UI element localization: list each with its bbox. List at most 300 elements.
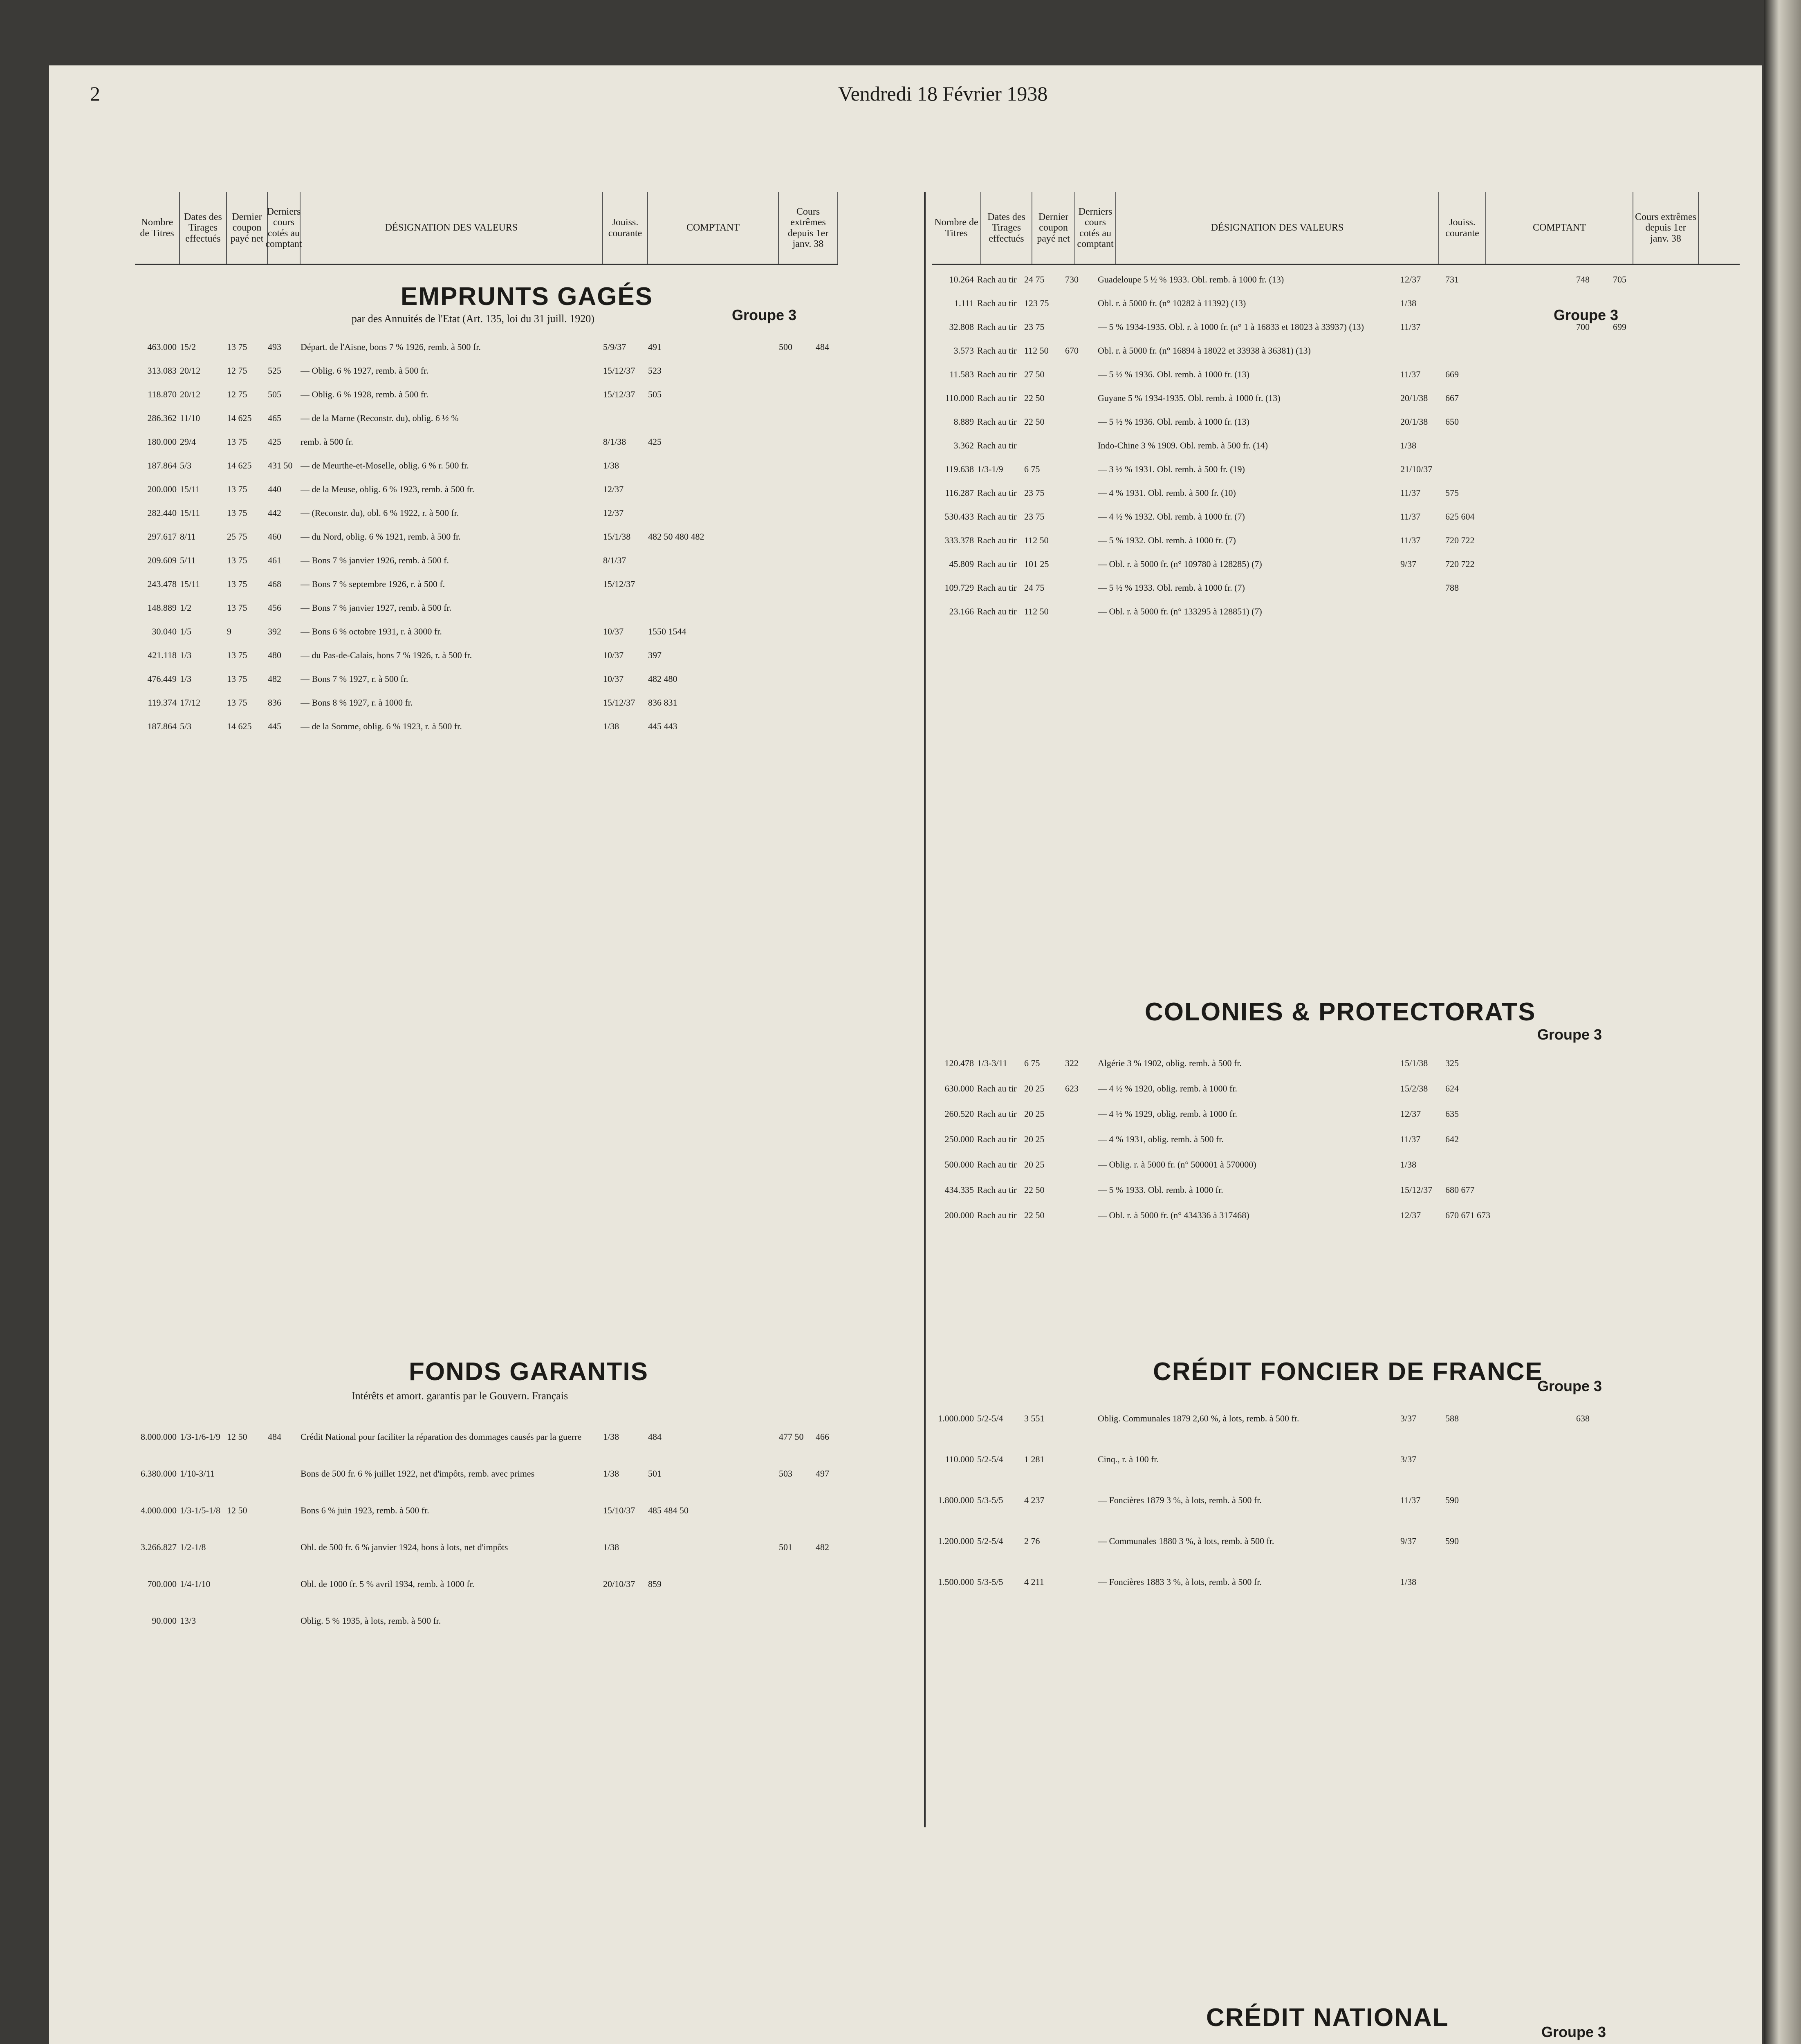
cell-d: Rach au tir — [977, 606, 1017, 616]
cell-des: Obl. de 1000 fr. 5 % avril 1934, remb. à 1000 fr. — [301, 1579, 475, 1589]
cell-n: 500.000 — [944, 1159, 974, 1170]
cell-n: 630.000 — [944, 1083, 974, 1094]
cell-cp: 23 75 — [1024, 322, 1045, 332]
table-row — [932, 1152, 1650, 1177]
col-cours-extremes: Cours extrêmes depuis 1er janv. 38 — [779, 192, 838, 264]
section-title-credit-national: CRÉDIT NATIONAL — [1206, 2004, 1449, 2032]
cell-c: 1550 1544 — [648, 626, 686, 637]
cell-j: 12/37 — [603, 508, 624, 518]
cell-cp: 14 625 — [227, 721, 252, 731]
cell-d: Rach au tir — [977, 345, 1017, 356]
cell-d: Rach au tir — [977, 393, 1017, 403]
cell-n: 4.000.000 — [141, 1505, 177, 1515]
table-row — [135, 1455, 852, 1492]
col-dates-tirages-right: Dates des Tirages effectués — [981, 192, 1032, 264]
table-row — [932, 1521, 1650, 1562]
cell-d: Rach au tir — [977, 417, 1017, 427]
cell-c: 731 — [1445, 274, 1459, 285]
cell-des: — Communales 1880 3 %, à lots, remb. à 500 fr. — [1098, 1536, 1274, 1546]
cell-des: — Obl. r. à 5000 fr. (n° 109780 à 128285) (7) — [1098, 559, 1262, 569]
cell-co: 431 50 — [268, 460, 293, 471]
cell-des: — 5 ½ % 1936. Obl. remb. à 1000 fr. (13) — [1098, 369, 1249, 379]
cell-c: 484 — [648, 1432, 662, 1442]
cell-c: 625 604 — [1445, 511, 1475, 522]
cell-n: 243.478 — [147, 579, 177, 589]
cell-n: 260.520 — [944, 1109, 974, 1119]
cell-des: — Oblig. 6 % 1927, remb. à 500 fr. — [301, 365, 428, 376]
table-row — [932, 576, 1650, 600]
cell-j: 9/37 — [1400, 1536, 1417, 1546]
cell-d: 15/11 — [180, 579, 200, 589]
cell-h: 638 — [1576, 1413, 1590, 1423]
cell-j: 15/1/38 — [603, 531, 631, 542]
cell-cp: 123 75 — [1024, 298, 1049, 308]
cell-cp: 20 25 — [1024, 1159, 1045, 1170]
cell-cp: 22 50 — [1024, 417, 1045, 427]
groupe-label-credit-national: Groupe 3 — [1541, 2024, 1606, 2040]
cell-c: 482 480 — [648, 674, 677, 684]
cell-cp: 6 75 — [1024, 464, 1040, 474]
table-row — [932, 457, 1650, 481]
cell-d: 11/10 — [180, 413, 200, 423]
cell-co: 730 — [1065, 274, 1079, 285]
cell-j: 1/38 — [603, 460, 619, 471]
cell-des: — Bons 7 % janvier 1926, remb. à 500 f. — [301, 555, 449, 565]
col-designation-right: DÉSIGNATION DES VALEURS — [1116, 192, 1439, 264]
cell-d: Rach au tir — [977, 1109, 1017, 1119]
cell-j: 1/38 — [603, 1468, 619, 1479]
cell-cp: 22 50 — [1024, 393, 1045, 403]
cell-c: 523 — [648, 365, 662, 376]
cell-des: — Oblig. 6 % 1928, remb. à 500 fr. — [301, 389, 428, 399]
table-row — [135, 1602, 852, 1639]
cell-cp: 112 50 — [1024, 345, 1049, 356]
cell-n: 120.478 — [944, 1058, 974, 1068]
cell-d: Rach au tir — [977, 440, 1017, 450]
cell-j: 9/37 — [1400, 559, 1417, 569]
cell-des: — Bons 7 % septembre 1926, r. à 500 f. — [301, 579, 445, 589]
cell-n: 476.449 — [147, 674, 177, 684]
cell-cp: 12 75 — [227, 389, 247, 399]
cell-des: — (Reconstr. du), obl. 6 % 1922, r. à 500 fr. — [301, 508, 459, 518]
cell-j: 12/37 — [1400, 1210, 1421, 1220]
cell-des: — Bons 8 % 1927, r. à 1000 fr. — [301, 697, 413, 708]
cell-j: 15/12/37 — [603, 697, 635, 708]
cell-n: 200.000 — [944, 1210, 974, 1220]
table-row — [932, 268, 1650, 291]
cell-n: 109.729 — [944, 583, 974, 593]
cell-d: 5/3 — [180, 721, 192, 731]
cell-j: 20/1/38 — [1400, 417, 1428, 427]
cell-co: 322 — [1065, 1058, 1079, 1068]
cell-j: 15/10/37 — [603, 1505, 635, 1515]
cell-n: 119.638 — [945, 464, 974, 474]
cell-b: 482 — [816, 1542, 829, 1552]
cell-des: — Bons 6 % octobre 1931, r. à 3000 fr. — [301, 626, 442, 637]
cell-j: 8/1/38 — [603, 437, 626, 447]
cell-d: 1/3 — [180, 650, 192, 660]
cell-d: Rach au tir — [977, 274, 1017, 285]
cell-des: — Bons 7 % 1927, r. à 500 fr. — [301, 674, 408, 684]
cell-c: 669 — [1445, 369, 1459, 379]
cell-j: 1/38 — [603, 721, 619, 731]
cell-d: 1/3-1/6-1/9 — [180, 1432, 220, 1442]
groupe-label-colonies: Groupe 3 — [1537, 1026, 1602, 1043]
cell-n: 148.889 — [147, 603, 177, 613]
cell-cp: 27 50 — [1024, 369, 1045, 379]
cell-d: 5/11 — [180, 555, 196, 565]
cell-d: 13/3 — [180, 1616, 196, 1626]
col-comptant-right: COMPTANT — [1486, 192, 1633, 264]
cell-cp: 13 75 — [227, 697, 247, 708]
cell-n: 187.864 — [147, 460, 177, 471]
table-row — [135, 525, 852, 549]
table-row — [135, 501, 852, 525]
table-row — [932, 1398, 1650, 1439]
cell-j: 11/37 — [1400, 1134, 1421, 1144]
table-row — [932, 1101, 1650, 1127]
cell-j: 15/12/37 — [603, 365, 635, 376]
cell-c: 397 — [648, 650, 662, 660]
table-row — [932, 434, 1650, 457]
cell-j: 20/10/37 — [603, 1579, 635, 1589]
table-row — [932, 1076, 1650, 1101]
cell-c: 590 — [1445, 1495, 1459, 1505]
cell-c: 650 — [1445, 417, 1459, 427]
table-row — [932, 1127, 1650, 1152]
table-row — [135, 691, 852, 715]
table-row — [135, 667, 852, 691]
cell-j: 11/37 — [1400, 1495, 1421, 1505]
cell-c: 642 — [1445, 1134, 1459, 1144]
cell-des: Indo-Chine 3 % 1909. Obl. remb. à 500 fr. (14) — [1098, 440, 1268, 450]
table-row — [932, 1203, 1650, 1228]
cell-j: 12/37 — [603, 484, 624, 494]
cell-c: 325 — [1445, 1058, 1459, 1068]
cell-n: 116.287 — [945, 488, 974, 498]
cell-co: 445 — [268, 721, 281, 731]
cell-d: Rach au tir — [977, 1185, 1017, 1195]
cell-des: — du Nord, oblig. 6 % 1921, remb. à 500 fr. — [301, 531, 461, 542]
cell-d: 8/11 — [180, 531, 196, 542]
cell-d: 29/4 — [180, 437, 196, 447]
cell-des: — 4 ½ % 1932. Obl. remb. à 1000 fr. (7) — [1098, 511, 1245, 522]
cell-co: 484 — [268, 1432, 281, 1442]
cell-cp: 13 75 — [227, 674, 247, 684]
cell-des: Obl. r. à 5000 fr. (n° 16894 à 18022 et 33938 à 36381) (13) — [1098, 345, 1311, 356]
col-derniers-cours-right: Derniers cours cotés au comptant — [1075, 192, 1116, 264]
cell-j: 11/37 — [1400, 511, 1421, 522]
cell-d: 1/4-1/10 — [180, 1579, 211, 1589]
table-row — [135, 549, 852, 572]
cell-c: 482 50 480 482 — [648, 531, 704, 542]
cell-cp: 13 75 — [227, 484, 247, 494]
cell-j: 11/37 — [1400, 535, 1421, 545]
table-row — [135, 1529, 852, 1566]
table-row — [135, 335, 852, 359]
cell-j: 3/37 — [1400, 1454, 1417, 1464]
table-row — [135, 1566, 852, 1602]
col-dates-tirages: Dates des Tirages effectués — [180, 192, 227, 264]
cell-n: 118.870 — [148, 389, 177, 399]
cell-j: 1/38 — [1400, 1159, 1417, 1170]
cell-des: Départ. de l'Aisne, bons 7 % 1926, remb. à 500 fr. — [301, 342, 481, 352]
cell-h: 500 — [779, 342, 792, 352]
cell-d: 5/3 — [180, 460, 192, 471]
table-row — [932, 1051, 1650, 1076]
cell-cp: 1 281 — [1024, 1454, 1045, 1464]
cell-j: 1/38 — [603, 1432, 619, 1442]
cell-c: 635 — [1445, 1109, 1459, 1119]
cell-cp: 14 625 — [227, 460, 252, 471]
table-row — [932, 339, 1650, 363]
cell-co: 461 — [268, 555, 281, 565]
cell-j: 15/12/37 — [603, 579, 635, 589]
cell-des: — Obl. r. à 5000 fr. (n° 133295 à 128851) (7) — [1098, 606, 1262, 616]
cell-d: 5/3-5/5 — [977, 1495, 1003, 1505]
cell-cp: 112 50 — [1024, 606, 1049, 616]
table-row — [932, 363, 1650, 386]
cell-cp: 13 75 — [227, 603, 247, 613]
cell-j: 21/10/37 — [1400, 464, 1433, 474]
cell-d: 20/12 — [180, 389, 201, 399]
cell-n: 3.362 — [953, 440, 974, 450]
table-row — [932, 505, 1650, 529]
cell-cp: 14 625 — [227, 413, 252, 423]
cell-n: 1.500.000 — [938, 1577, 974, 1587]
cell-c: 575 — [1445, 488, 1459, 498]
cell-cp: 13 75 — [227, 650, 247, 660]
cell-c: 859 — [648, 1579, 662, 1589]
col-jouiss-right: Jouiss. courante — [1439, 192, 1486, 264]
cell-n: 90.000 — [152, 1616, 177, 1626]
cell-d: 1/5 — [180, 626, 192, 637]
table-row — [135, 1419, 852, 1455]
cell-n: 8.889 — [953, 417, 974, 427]
table-row — [135, 430, 852, 454]
cell-d: Rach au tir — [977, 535, 1017, 545]
cell-des: Oblig. Communales 1879 2,60 %, à lots, remb. à 500 fr. — [1098, 1413, 1299, 1423]
cell-j: 8/1/37 — [603, 555, 626, 565]
cell-n: 200.000 — [147, 484, 177, 494]
table-row — [932, 410, 1650, 434]
cell-d: 1/3-1/9 — [977, 464, 1003, 474]
section-title-fonds: FONDS GARANTIS — [409, 1358, 648, 1386]
cell-d: 17/12 — [180, 697, 201, 708]
cell-des: — de Meurthe-et-Moselle, oblig. 6 % r. 500 fr. — [301, 460, 469, 471]
cell-n: 1.200.000 — [938, 1536, 974, 1546]
cell-d: Rach au tir — [977, 1083, 1017, 1094]
table-row — [932, 552, 1650, 576]
cell-cp: 12 50 — [227, 1432, 247, 1442]
cell-des: Bons 6 % juin 1923, remb. à 500 fr. — [301, 1505, 429, 1515]
cell-des: — 5 ½ % 1933. Obl. remb. à 1000 fr. (7) — [1098, 583, 1245, 593]
cell-b: 705 — [1613, 274, 1626, 285]
cell-d: 1/3-1/5-1/8 — [180, 1505, 220, 1515]
cell-cp: 13 75 — [227, 579, 247, 589]
cell-des: — du Pas-de-Calais, bons 7 % 1926, r. à 500 fr. — [301, 650, 472, 660]
cell-c: 667 — [1445, 393, 1459, 403]
cell-n: 313.083 — [147, 365, 177, 376]
col-designation: DÉSIGNATION DES VALEURS — [301, 192, 603, 264]
cell-d: 15/11 — [180, 484, 200, 494]
cell-n: 110.000 — [945, 393, 974, 403]
cell-cp: 20 25 — [1024, 1083, 1045, 1094]
cell-b: 466 — [816, 1432, 829, 1442]
section-title-credit-foncier: CRÉDIT FONCIER DE FRANCE — [1153, 1358, 1543, 1386]
cell-des: — 4 % 1931. Obl. remb. à 500 fr. (10) — [1098, 488, 1236, 498]
cell-n: 3.266.827 — [141, 1542, 177, 1552]
cell-d: 15/11 — [180, 508, 200, 518]
groupe-label-left: Groupe 3 — [732, 307, 797, 323]
cell-cp: 23 75 — [1024, 488, 1045, 498]
cell-des: — Obl. r. à 5000 fr. (n° 434336 à 317468) — [1098, 1210, 1249, 1220]
col-nombre-titres: Nombre de Titres — [135, 192, 180, 264]
cell-des: — 3 ½ % 1931. Obl. remb. à 500 fr. (19) — [1098, 464, 1245, 474]
col-jouiss: Jouiss. courante — [603, 192, 648, 264]
cell-cp: 4 237 — [1024, 1495, 1045, 1505]
cell-co: 468 — [268, 579, 281, 589]
cell-des: — Foncières 1883 3 %, à lots, remb. à 500 fr. — [1098, 1577, 1262, 1587]
cell-j: 10/37 — [603, 626, 624, 637]
cell-cp: 3 551 — [1024, 1413, 1045, 1423]
cell-co: 482 — [268, 674, 281, 684]
cell-cp: 24 75 — [1024, 583, 1045, 593]
cell-b: 699 — [1613, 322, 1626, 332]
cell-d: Rach au tir — [977, 1210, 1017, 1220]
cell-d: 5/2-5/4 — [977, 1413, 1003, 1423]
cell-cp: 6 75 — [1024, 1058, 1040, 1068]
cell-d: 5/2-5/4 — [977, 1536, 1003, 1546]
cell-d: Rach au tir — [977, 298, 1017, 308]
cell-n: 8.000.000 — [141, 1432, 177, 1442]
cell-d: 5/2-5/4 — [977, 1454, 1003, 1464]
table-row — [135, 406, 852, 430]
cell-n: 1.000.000 — [938, 1413, 974, 1423]
cell-d: 1/3 — [180, 674, 192, 684]
colonies-table-body — [932, 1051, 1650, 1228]
section-subtitle-fonds: Intérêts et amort. garantis par le Gouvern. Français — [352, 1390, 568, 1402]
cell-n: 23.166 — [949, 606, 974, 616]
cell-cp: 101 25 — [1024, 559, 1049, 569]
cell-j: 11/37 — [1400, 322, 1421, 332]
cell-co: 480 — [268, 650, 281, 660]
cell-c: 836 831 — [648, 697, 677, 708]
table-row — [932, 315, 1650, 339]
cell-j: 1/38 — [603, 1542, 619, 1552]
cell-j: 3/37 — [1400, 1413, 1417, 1423]
cell-d: 1/10-3/11 — [180, 1468, 215, 1479]
cell-c: 485 484 50 — [648, 1505, 689, 1515]
cell-cp: 22 50 — [1024, 1210, 1045, 1220]
cell-d: Rach au tir — [977, 488, 1017, 498]
cell-des: — 4 % 1931, oblig. remb. à 500 fr. — [1098, 1134, 1224, 1144]
cell-n: 209.609 — [147, 555, 177, 565]
table-row — [135, 643, 852, 667]
cell-c: 720 722 — [1445, 535, 1475, 545]
page-edge — [1764, 0, 1801, 2044]
cell-n: 119.374 — [148, 697, 177, 708]
center-divider — [924, 192, 926, 1827]
cell-h: 748 — [1576, 274, 1590, 285]
cell-c: 425 — [648, 437, 662, 447]
cell-des: Bons de 500 fr. 6 % juillet 1922, net d'impôts, remb. avec primes — [301, 1468, 535, 1479]
table-row — [932, 481, 1650, 505]
cell-c: 670 671 673 — [1445, 1210, 1490, 1220]
section-subtitle-emprunts: par des Annuités de l'Etat (Art. 135, loi du 31 juill. 1920) — [352, 313, 594, 325]
col-derniers-cours: Derniers cours cotés au comptant — [268, 192, 301, 264]
cell-d: 1/3-3/11 — [977, 1058, 1007, 1068]
cell-des: — Foncières 1879 3 %, à lots, remb. à 500 fr. — [1098, 1495, 1262, 1505]
table-row — [932, 529, 1650, 552]
table-row — [932, 600, 1650, 623]
right-column-header — [932, 192, 1740, 265]
cell-co: 465 — [268, 413, 281, 423]
table-row — [932, 1480, 1650, 1521]
cell-n: 1.800.000 — [938, 1495, 974, 1505]
cell-n: 6.380.000 — [141, 1468, 177, 1479]
cell-n: 286.362 — [147, 413, 177, 423]
table-row — [135, 383, 852, 406]
cell-n: 30.040 — [152, 626, 177, 637]
cell-d: Rach au tir — [977, 583, 1017, 593]
cell-d: Rach au tir — [977, 511, 1017, 522]
page-date: Vendredi 18 Février 1938 — [838, 82, 1048, 105]
cell-h: 501 — [779, 1542, 792, 1552]
cell-h: 503 — [779, 1468, 792, 1479]
cell-n: 3.573 — [953, 345, 974, 356]
section-title-emprunts: EMPRUNTS GAGÉS — [401, 282, 653, 311]
cell-c: 680 677 — [1445, 1185, 1475, 1195]
table-row — [932, 386, 1650, 410]
cell-h: 700 — [1576, 322, 1590, 332]
cell-des: — 5 ½ % 1936. Obl. remb. à 1000 fr. (13) — [1098, 417, 1249, 427]
cell-j: 12/37 — [1400, 274, 1421, 285]
cell-co: 670 — [1065, 345, 1079, 356]
cell-n: 463.000 — [147, 342, 177, 352]
cell-n: 32.808 — [949, 322, 974, 332]
cell-h: 477 50 — [779, 1432, 804, 1442]
cell-cp: 20 25 — [1024, 1134, 1045, 1144]
cell-n: 1.111 — [954, 298, 974, 308]
cell-cp: 13 75 — [227, 437, 247, 447]
cell-n: 110.000 — [945, 1454, 974, 1464]
cell-co: 836 — [268, 697, 281, 708]
cell-d: 20/12 — [180, 365, 201, 376]
cell-c: 788 — [1445, 583, 1459, 593]
cell-cp: 112 50 — [1024, 535, 1049, 545]
col-dernier-coupon-right: Dernier coupon payé net — [1032, 192, 1075, 264]
cell-cp: 13 75 — [227, 342, 247, 352]
table-row — [932, 1562, 1650, 1602]
table-row — [135, 359, 852, 383]
cell-c: 491 — [648, 342, 662, 352]
cell-des: Cinq., r. à 100 fr. — [1098, 1454, 1159, 1464]
col-cours-extremes-right: Cours extrêmes depuis 1er janv. 38 — [1633, 192, 1699, 264]
cell-co: 425 — [268, 437, 281, 447]
cell-co: 392 — [268, 626, 281, 637]
cell-cp: 4 211 — [1024, 1577, 1044, 1587]
cell-n: 421.118 — [148, 650, 177, 660]
right-table-body — [932, 268, 1650, 623]
cell-des: — 4 ½ % 1920, oblig. remb. à 1000 fr. — [1098, 1083, 1237, 1094]
cell-c: 720 722 — [1445, 559, 1475, 569]
cell-d: 15/2 — [180, 342, 196, 352]
left2-table-body — [135, 1419, 852, 1639]
cell-c: 445 443 — [648, 721, 677, 731]
cell-co: 440 — [268, 484, 281, 494]
cell-cp: 20 25 — [1024, 1109, 1045, 1119]
